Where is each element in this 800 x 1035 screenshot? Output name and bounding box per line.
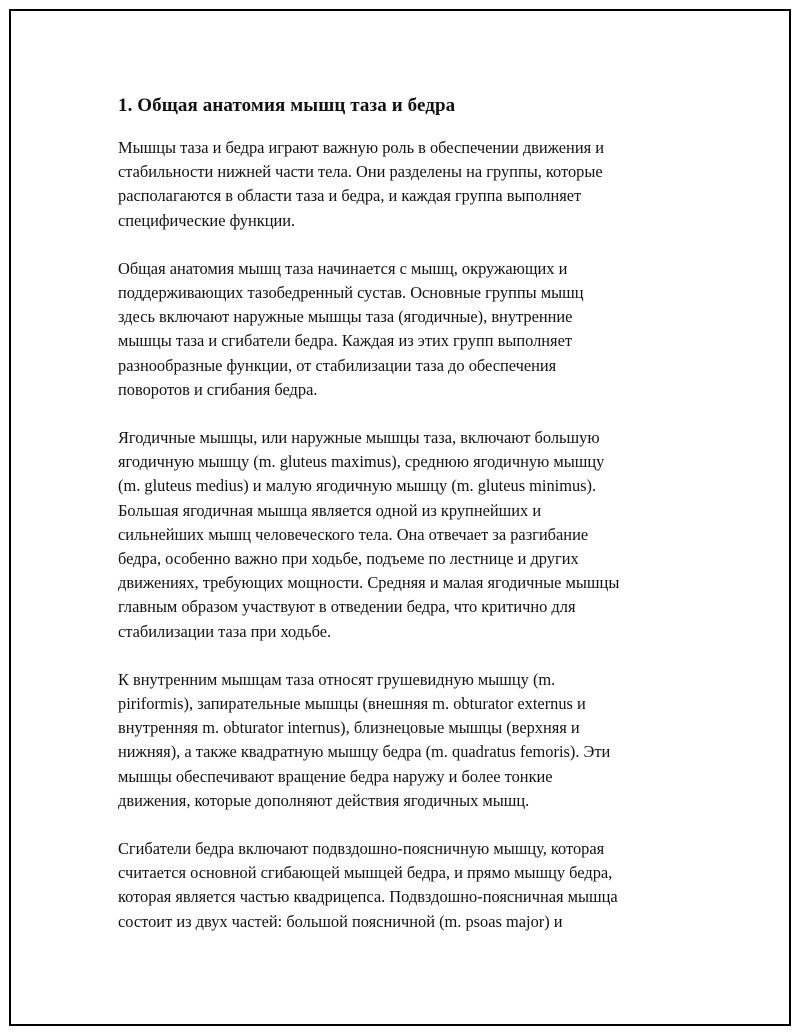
document-body (118, 93, 698, 958)
paragraph-hip-flexors: Сгибатели бедра включают подвздошно-поясничную мышцу, которая считается основной сгибающей мышцей бедра, и прямо мышцу бедра, которая является частью квадрицепса. Подвздошно-поясничная мышца состоит из двух частей: большой поясничной (m. psoas major) и (118, 839, 618, 931)
paragraph-intro: Мышцы таза и бедра играют важную роль в обеспечении движения и стабильности нижней части тела. Они разделены на группы, которые располагаются в области таза и бедра, и каждая группа выполняет специфические функции. (118, 138, 605, 230)
paragraph-internal-muscles: К внутренним мышцам таза относят грушевидную мышцу (m. piriformis), запирательные мышцы (внешняя m. obturator externus и внутренняя m. obturator internus), близнецовые мышцы (верхняя и нижняя), а также квадратную мышцу бедра (m. quadratus femoris). Эти мышцы обеспечивают вращение бедра наружу и более тонкие движения, которые дополняют действия ягодичных мышц. (118, 669, 611, 810)
paragraph-gluteal-muscles: Ягодичные мышцы, или наружные мышцы таза, включают большую ягодичную мышцу (m. gluteus maximus), среднюю ягодичную мышцу (m. gluteus medius) и малую ягодичную мышцу (m. gluteus minimus). Большая ягодичная мышца является одной из крупнейших и сильнейших мышц человеческого тела. Она отвечает за разгибание бедра, особенно важно при ходьбе, подъеме по лестнице и других движениях, требующих мощности. Средняя и малая ягодичные мышцы главным образом участвуют в отведении бедра, что критично для стабилизации таза при ходьбе. (118, 428, 620, 641)
section-heading: 1. Общая анатомия мышц таза и бедра (118, 95, 456, 116)
paragraph-general-anatomy: Общая анатомия мышц таза начинается с мышц, окружающих и поддерживающих тазобедренный сустав. Основные группы мышц здесь включают наружные мышцы таза (ягодичные), внутренние мышцы таза и сгибатели бедра. Каждая из этих групп выполняет разнообразные функции, от стабилизации таза до обеспечения поворотов и сгибания бедра. (118, 258, 584, 399)
